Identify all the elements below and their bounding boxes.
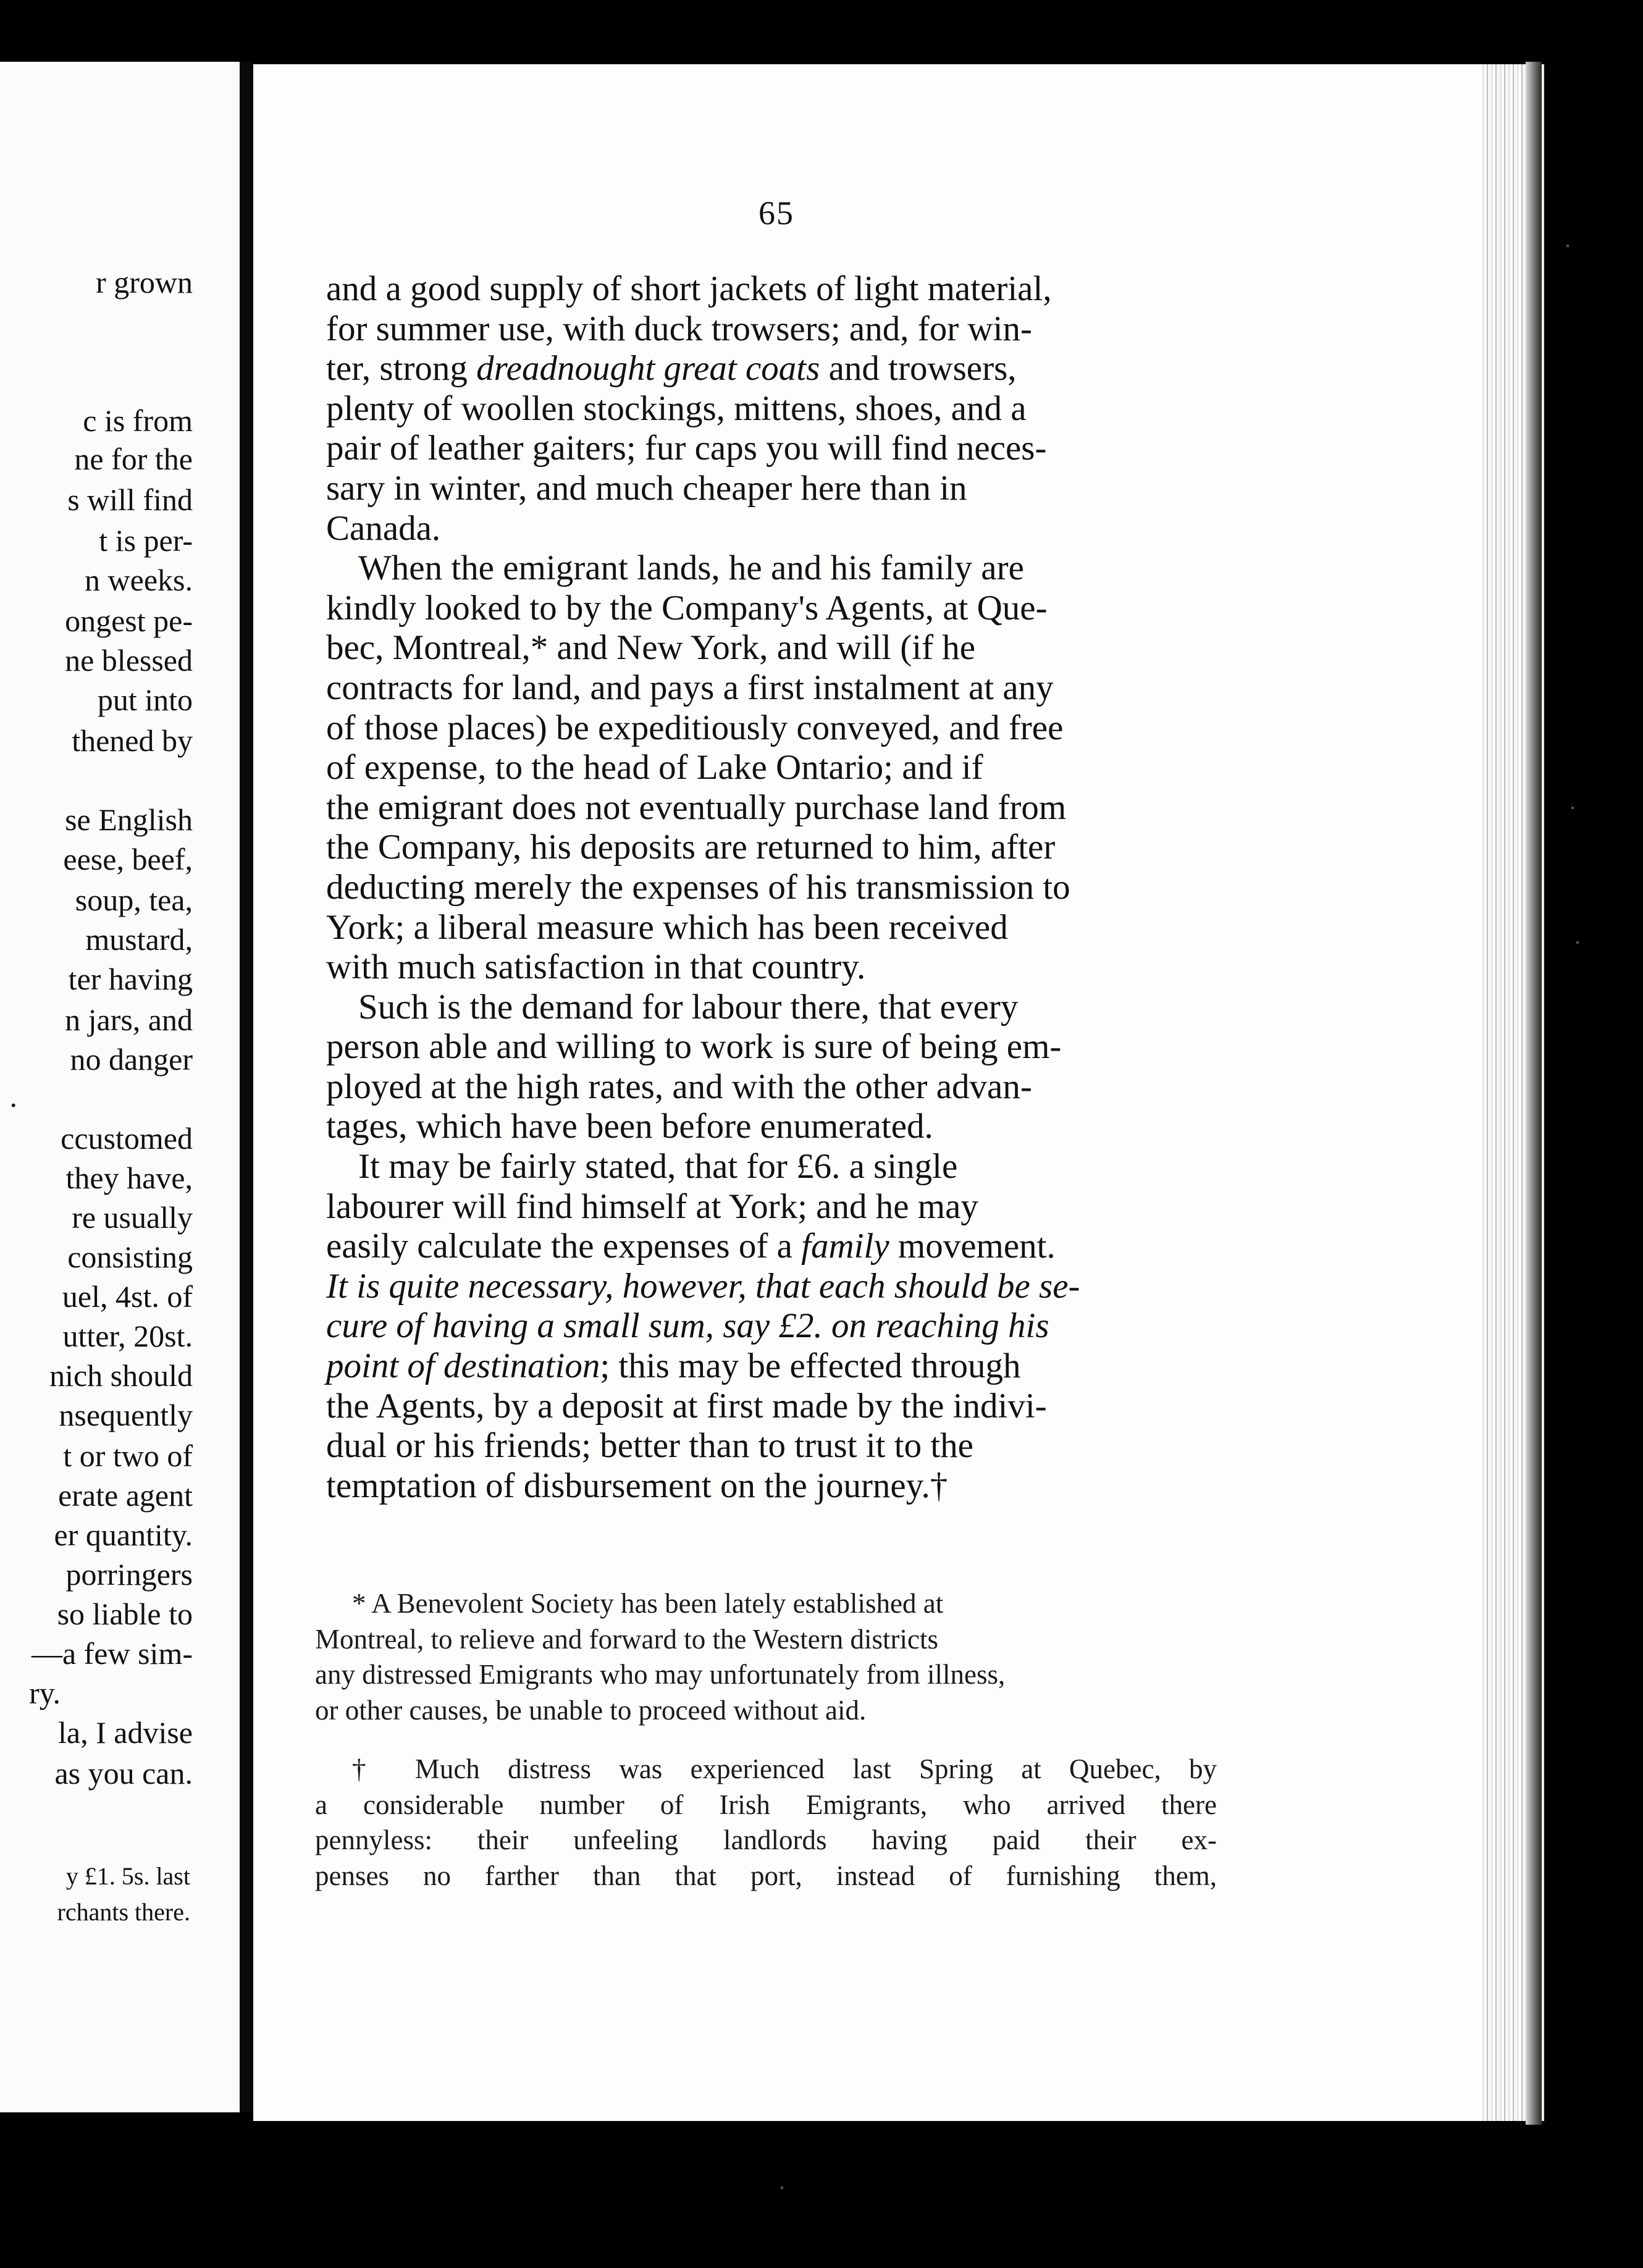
left-page-line: ne blessed [65, 643, 193, 678]
text-line: York; a liberal measure which has been received [326, 907, 1008, 947]
footnote-line: a considerable number of Irish Emigrants, who arrived there [315, 1789, 1217, 1820]
text-line: the emigrant does not eventually purchase land from [326, 788, 1067, 827]
italic-text-line: cure of having a small sum, say £2. on reaching his [326, 1306, 1049, 1346]
left-page-line: s will find [67, 482, 193, 517]
body-text [326, 269, 1216, 1506]
left-page-line: r grown [96, 265, 193, 300]
left-page-line: consisting [67, 1240, 193, 1274]
text-line: dual or his friends; better than to trust it to the [326, 1426, 973, 1466]
left-page-line: nsequently [59, 1398, 193, 1432]
text-line: kindly looked to by the Company's Agents, at Que- [326, 588, 1048, 628]
text-line: plenty of woollen stockings, mittens, shoes, and a [326, 388, 1027, 428]
left-page-line: uel, 4st. of [62, 1279, 193, 1314]
left-page-line: —a few sim- [31, 1636, 193, 1671]
scan-speck [1571, 807, 1574, 809]
italic-phrase: dreadnought great coats [476, 349, 820, 388]
left-page-line: no danger [70, 1042, 193, 1077]
text-line: point of destination; this may be effected through [326, 1346, 1021, 1386]
text-line: labourer will find himself at York; and he may [326, 1186, 978, 1226]
text-line: contracts for land, and pays a first instalment at any [326, 668, 1054, 707]
left-page-line: so liable to [57, 1597, 193, 1631]
left-page-line: re usually [72, 1200, 193, 1235]
left-page-line: porringers [65, 1557, 193, 1592]
text-line: ter, strong dreadnought great coats and trowsers, [326, 349, 1017, 388]
footnotes [315, 1586, 1217, 1894]
left-page-line: they have, [65, 1161, 193, 1195]
left-page-line: . [9, 1079, 17, 1114]
footnote-line: * A Benevolent Society has been lately established at [352, 1588, 944, 1619]
italic-phrase: family [801, 1227, 889, 1266]
text-line: deducting merely the expenses of his transmission to [326, 867, 1070, 907]
left-page-line: erate agent [58, 1478, 193, 1513]
footnote-line: or other causes, be unable to proceed without aid. [315, 1694, 867, 1726]
footnote [315, 1586, 1217, 1728]
left-page-line: eese, beef, [63, 842, 193, 876]
text-line: tages, which have been before enumerated. [326, 1107, 933, 1146]
footnote [315, 1752, 1217, 1894]
footnote-line: any distressed Emigrants who may unfortunately from illness, [315, 1659, 1006, 1690]
left-page-footnote-line: y £1. 5s. last [65, 1862, 190, 1890]
left-page-line: n weeks. [85, 563, 193, 597]
footnote-line: penses no farther than that port, instead of furnishing them, [315, 1860, 1217, 1891]
left-page-line: t is per- [99, 523, 193, 558]
text-line: the Company, his deposits are returned to him, after [326, 828, 1056, 867]
left-page-line: ter having [68, 962, 193, 996]
left-page-line: put into [97, 682, 193, 717]
text-line: of expense, to the head of Lake Ontario; and if [326, 748, 983, 788]
text-line: and a good supply of short jackets of light material, [326, 269, 1052, 308]
text-line: bec, Montreal,* and New York, and will (if he [326, 628, 976, 668]
left-page-line: as you can. [54, 1756, 193, 1791]
italic-phrase: point of destination [326, 1346, 600, 1386]
text-line: ployed at the high rates, and with the other advan- [326, 1067, 1032, 1106]
page-number: 65 [758, 195, 794, 232]
left-page-line: c is from [83, 403, 193, 438]
paragraph [326, 269, 1216, 548]
footnote-line: pennyless: their unfeeling landlords having paid their ex- [315, 1825, 1217, 1855]
left-page-line: ongest pe- [65, 603, 193, 638]
paragraph [326, 1147, 1216, 1506]
text-line: Such is the demand for labour there, that every [358, 987, 1019, 1027]
scan-speck [781, 2186, 783, 2189]
left-page-line: n jars, and [65, 1002, 193, 1037]
left-page-footnote-line: rchants there. [57, 1898, 190, 1926]
page-edge-shadow [1526, 62, 1542, 2125]
text-line: for summer use, with duck trowsers; and, for win- [326, 309, 1032, 348]
left-page-line: utter, 20st. [62, 1319, 193, 1353]
paragraph [326, 548, 1216, 988]
left-page-line: t or two of [63, 1438, 193, 1473]
text-line: It may be fairly stated, that for £6. a single [358, 1147, 958, 1186]
text-line: sary in winter, and much cheaper here than in [326, 468, 967, 508]
text-line: person able and willing to work is sure of being em- [326, 1027, 1062, 1067]
left-page-line: ccustomed [61, 1121, 193, 1156]
text-line: pair of leather gaiters; fur caps you will find neces- [326, 429, 1047, 468]
left-page-line: la, I advise [58, 1715, 193, 1750]
text-line: the Agents, by a deposit at first made by the indivi- [326, 1386, 1047, 1426]
left-page-line: soup, tea, [75, 883, 193, 917]
left-page-line: er quantity. [54, 1518, 193, 1552]
left-page-line: nich should [49, 1358, 193, 1393]
text-line: temptation of disbursement on the journey.† [326, 1466, 948, 1505]
left-page-line: se English [65, 802, 193, 837]
text-line: When the emigrant lands, he and his family are [358, 548, 1024, 588]
left-page-line: ne for the [74, 442, 193, 476]
left-page-line: thened by [72, 723, 193, 758]
left-page-fragment [0, 62, 240, 2112]
scan-speck [1576, 941, 1579, 944]
paragraph [326, 988, 1216, 1147]
text-line: with much satisfaction in that country. [326, 947, 866, 987]
text-line: easily calculate the expenses of a family movement. [326, 1227, 1056, 1266]
text-line: of those places) be expeditiously conveyed, and free [326, 708, 1064, 747]
footnote-line: Montreal, to relieve and forward to the Western districts [315, 1623, 938, 1655]
left-page-line: ry. [29, 1676, 61, 1710]
footnote-line: † Much distress was experienced last Spring at Quebec, by [352, 1754, 1217, 1784]
left-page-line: mustard, [85, 922, 193, 957]
italic-text-line: It is quite necessary, however, that each should be se- [326, 1266, 1080, 1306]
book-gutter [240, 62, 253, 2112]
scan-speck [1566, 245, 1569, 247]
text-line: Canada. [326, 508, 441, 548]
